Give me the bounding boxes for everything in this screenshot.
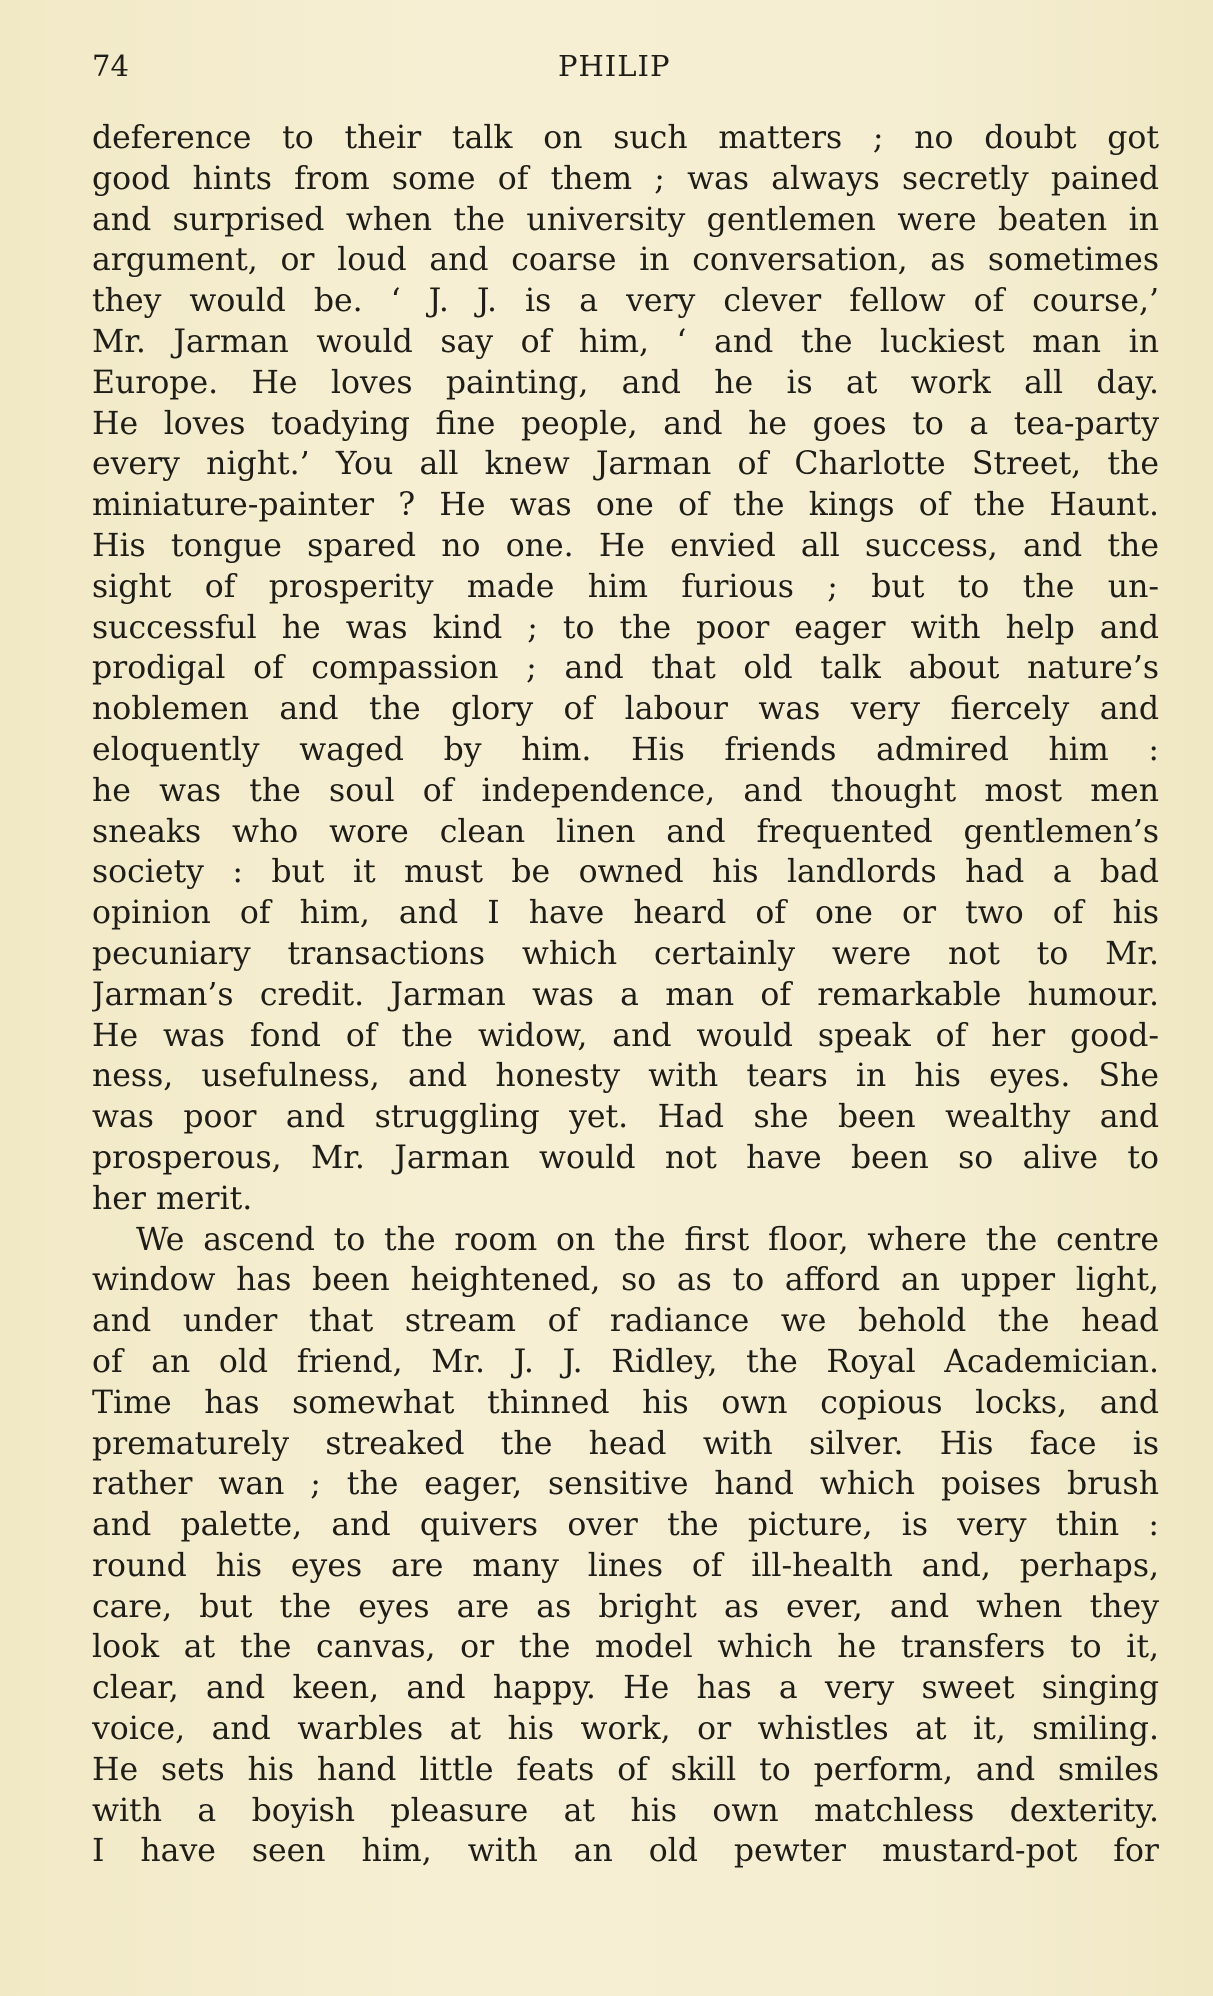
text-line: clear, and keen, and happy. He has a very sweet singing: [92, 1670, 1159, 1707]
text-line: rather wan ; the eager, sensitive hand which poises brush: [92, 1466, 1159, 1503]
text-line: opinion of him, and I have heard of one or two of his: [92, 895, 1159, 932]
text-line: Jarman’s credit. Jarman was a man of remarkable humour.: [92, 976, 1159, 1013]
text-line: Time has somewhat thinned his own copious locks, and: [92, 1384, 1159, 1421]
text-line: and under that stream of radiance we behold the head: [92, 1303, 1159, 1340]
text-line: His tongue spared no one. He envied all success, and the: [92, 527, 1159, 564]
paragraph-start-line: We ascend to the room on the first floor, where the centre: [136, 1221, 1159, 1258]
text-line: ness, usefulness, and honesty with tears in his eyes. She: [92, 1058, 1159, 1095]
text-line: window has been heightened, so as to afford an upper light,: [92, 1262, 1159, 1299]
text-line: Europe. He loves painting, and he is at work all day.: [92, 364, 1159, 401]
text-line: voice, and warbles at his work, or whistles at it, smiling.: [92, 1711, 1159, 1748]
page-header: [92, 44, 1162, 88]
text-line: and palette, and quivers over the picture, is very thin :: [92, 1507, 1159, 1544]
text-line: of an old friend, Mr. J. J. Ridley, the Royal Academician.: [92, 1343, 1159, 1380]
text-line: pecuniary transactions which certainly were not to Mr.: [92, 935, 1159, 972]
text-line: deference to their talk on such matters ; no doubt got: [92, 120, 1159, 156]
text-line: successful he was kind ; to the poor eager with help and: [92, 609, 1159, 646]
text-line: with a boyish pleasure at his own matchless dexterity.: [92, 1792, 1159, 1829]
text-line: society : but it must be owned his landlords had a bad: [92, 854, 1159, 891]
text-line: I have seen him, with an old pewter mustard-pot for: [92, 1833, 1159, 1870]
text-line: care, but the eyes are as bright as ever, and when they: [92, 1588, 1159, 1625]
text-line: good hints from some of them ; was always secretly pained: [92, 160, 1159, 197]
text-line: eloquently waged by him. His friends admired him :: [92, 731, 1159, 768]
body-text: [92, 118, 1159, 1872]
text-line: noblemen and the glory of labour was very fiercely and: [92, 691, 1159, 728]
text-line: they would be. ‘ J. J. is a very clever fellow of course,’: [92, 283, 1159, 320]
text-line: prosperous, Mr. Jarman would not have been so alive to: [92, 1139, 1159, 1176]
text-line: look at the canvas, or the model which he transfers to it,: [92, 1629, 1159, 1666]
text-line: He was fond of the widow, and would speak of her good-: [92, 1017, 1159, 1054]
text-line: and surprised when the university gentlemen were beaten in: [92, 201, 1159, 238]
text-line: argument, or loud and coarse in conversation, as sometimes: [92, 242, 1159, 279]
text-line: prodigal of compassion ; and that old talk about nature’s: [92, 650, 1159, 687]
running-head: PHILIP: [558, 49, 671, 83]
page-number: 74: [92, 49, 129, 83]
text-line: every night.’ You all knew Jarman of Charlotte Street, the: [92, 446, 1159, 483]
text-line: sight of prosperity made him furious ; but to the un-: [92, 568, 1159, 605]
text-line: was poor and struggling yet. Had she been wealthy and: [92, 1099, 1159, 1136]
paragraph-end-line: her merit.: [92, 1180, 253, 1217]
text-line: He loves toadying fine people, and he goes to a tea-party: [92, 405, 1159, 442]
text-line: miniature-painter ? He was one of the kings of the Haunt.: [92, 487, 1159, 524]
text-line: he was the soul of independence, and thought most men: [92, 772, 1159, 809]
text-line: Mr. Jarman would say of him, ‘ and the luckiest man in: [92, 323, 1159, 360]
text-line: sneaks who wore clean linen and frequented gentlemen’s: [92, 813, 1159, 850]
text-line: round his eyes are many lines of ill-health and, perhaps,: [92, 1547, 1159, 1584]
text-line: He sets his hand little feats of skill to perform, and smiles: [92, 1751, 1159, 1788]
text-line: prematurely streaked the head with silver. His face is: [92, 1425, 1159, 1462]
